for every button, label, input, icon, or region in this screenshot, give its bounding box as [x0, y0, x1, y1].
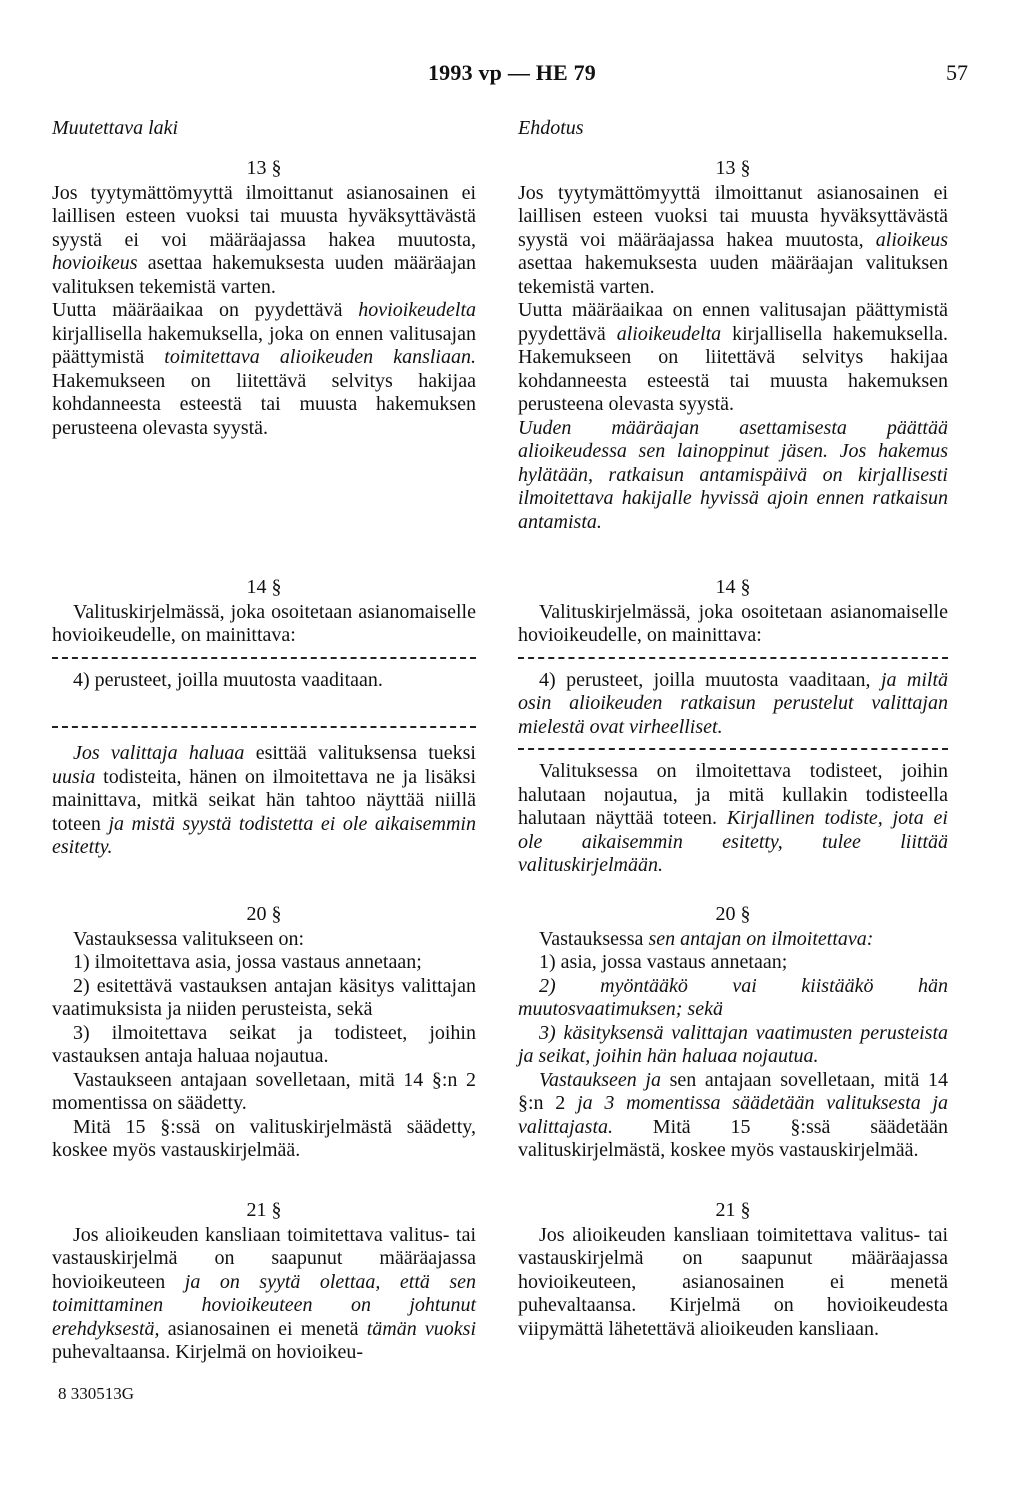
omission-dashes	[518, 657, 948, 659]
list-item: 3) ilmoitettava seikat ja todisteet, joihin vastauksen antaja haluaa nojautua.	[52, 1021, 476, 1067]
list-item: 1) asia, jossa vastaus annetaan;	[539, 951, 788, 973]
left-column-title: Muutettava laki	[52, 117, 179, 139]
section-heading: 14 §	[246, 576, 282, 598]
section-heading: 20 §	[715, 903, 751, 925]
omission-dashes	[52, 657, 476, 659]
omission-dashes	[52, 726, 476, 728]
paragraph: Uutta määräaikaa on ennen valitusajan päättymistä pyydettävä alioikeudelta kirjallisella hakemuksella. Hakemukseen on liitettävä selvitys hakijaa kohdanneesta esteestä tai muusta hakemuksen perusteena olevasta syystä.	[518, 299, 949, 415]
page-number: 57	[946, 60, 968, 85]
right-section-20	[518, 903, 948, 1163]
list-item: 4) perusteet, joilla muutosta vaaditaan, ja miltä osin alioikeuden ratkaisun perustelut valittajan mielestä ovat virheelliset.	[518, 668, 949, 738]
list-item: 1) ilmoitettava asia, jossa vastaus annetaan;	[73, 951, 422, 973]
section-heading: 21 §	[715, 1199, 751, 1221]
section-heading: 13 §	[246, 157, 282, 179]
paragraph: Jos tyytymättömyyttä ilmoittanut asianosainen ei laillisen esteen vuoksi tai muusta hyväksyttävästä syystä ei voi määräajassa hakea muutosta, hovioikeus asettaa hakemuksesta uuden määräajan valituksen tekemistä varten.	[52, 181, 476, 298]
right-section-14	[518, 576, 948, 878]
list-item: 4) perusteet, joilla muutosta vaaditaan.	[73, 668, 383, 691]
paragraph: Vastauksessa sen antajan on ilmoitettava:	[539, 927, 874, 950]
left-section-14	[52, 576, 476, 860]
print-code: 8 330513G	[58, 1384, 135, 1403]
right-section-21	[518, 1199, 948, 1341]
paragraph: Vastauksessa valitukseen on:	[73, 927, 305, 950]
paragraph: Vastaukseen ja sen antajaan sovelletaan, mitä 14 §:n 2 ja 3 momentissa säädetään valituksesta ja valittajasta. Mitä 15 §:ssä säädetään valituskirjelmästä, koskee myös vastauskirjelmää.	[518, 1068, 949, 1161]
paragraph: Jos valittaja haluaa esittää valituksensa tueksi uusia todisteita, hänen on ilmoitettava ne ja lisäksi mainittava, mitkä seikat hän tahtoo näyttää niillä toteen ja mistä syystä todistetta ei ole aikaisemmin esitetty.	[52, 742, 477, 858]
section-heading: 21 §	[246, 1199, 282, 1221]
paragraph: Valituskirjelmässä, joka osoitetaan asianomaiselle hovioikeudelle, on mainittava:	[518, 600, 948, 646]
paragraph: Jos tyytymättömyyttä ilmoittanut asianosainen ei laillisen esteen vuoksi tai muusta hyväksyttävästä syystä voi määräajassa hakea muutosta, alioikeus asettaa hakemuksesta uuden määräajan valituksen tekemistä varten.	[518, 181, 949, 298]
paragraph: Jos alioikeuden kansliaan toimitettava valitus- tai vastauskirjelmä on saapunut määräajassa hovioikeuteen, asianosainen ei menetä puhevaltaansa. Kirjelmä on hovioikeudesta viipymättä lähetettävä alioikeuden kansliaan.	[518, 1223, 948, 1340]
right-section-13	[518, 157, 948, 534]
section-heading: 13 §	[715, 157, 751, 179]
paragraph: Mitä 15 §:ssä on valituskirjelmästä säädetty, koskee myös vastauskirjelmää.	[52, 1115, 476, 1161]
paragraph: Uuden määräajan asettamisesta päättää alioikeudessa sen lainoppinut jäsen. Jos hakemus hylätään, ratkaisun antamispäivä on kirjallisesti ilmoitettava hakijalle hyvissä ajoin ennen ratkaisun antamista.	[518, 416, 948, 533]
paragraph: Valituksessa on ilmoitettava todisteet, joihin halutaan nojautua, ja mitä kullakin todisteella halutaan näyttää toteen. Kirjallinen todiste, jota ei ole aikaisemmin esitetty, tulee liittää valituskirjelmään.	[518, 760, 948, 876]
paragraph: Uutta määräaikaa on pyydettävä hovioikeudelta kirjallisella hakemuksella, joka on ennen valitusajan päättymistä toimitettava alioikeuden kansliaan. Hakemukseen on liitettävä selvitys hakijaa kohdanneesta esteestä tai muusta hakemuksen perusteena olevasta syystä.	[52, 299, 476, 439]
list-item: 2) esitettävä vastauksen antajan käsitys valittajan vaatimuksista ja niiden perusteista, sekä	[52, 974, 476, 1020]
right-column-title: Ehdotus	[518, 117, 584, 139]
omission-dashes	[518, 748, 948, 750]
left-section-21	[52, 1199, 476, 1365]
paragraph: Valituskirjelmässä, joka osoitetaan asianomaiselle hovioikeudelle, on mainittava:	[52, 600, 476, 646]
list-item: 2) myöntääkö vai kiistääkö hän muutosvaatimuksen; sekä	[518, 974, 948, 1020]
left-section-20	[52, 903, 476, 1163]
paragraph: Vastaukseen antajaan sovelletaan, mitä 14 §:n 2 momentissa on säädetty.	[52, 1068, 476, 1114]
list-item: 3) käsityksensä valittajan vaatimusten perusteista ja seikat, joihin hän haluaa nojautua.	[518, 1021, 948, 1067]
paragraph: Jos alioikeuden kansliaan toimitettava valitus- tai vastauskirjelmä on saapunut määräajassa hovioikeuteen ja on syytä olettaa, että sen toimittaminen hovioikeuteen on johtunut erehdyksestä, asianosainen ei menetä tämän vuoksi puhevaltaansa. Kirjelmä on hovioikeu-	[52, 1223, 477, 1363]
left-section-13	[52, 157, 476, 440]
section-heading: 20 §	[246, 903, 282, 925]
running-header: 1993 vp — HE 79	[427, 60, 597, 85]
section-heading: 14 §	[715, 576, 751, 598]
